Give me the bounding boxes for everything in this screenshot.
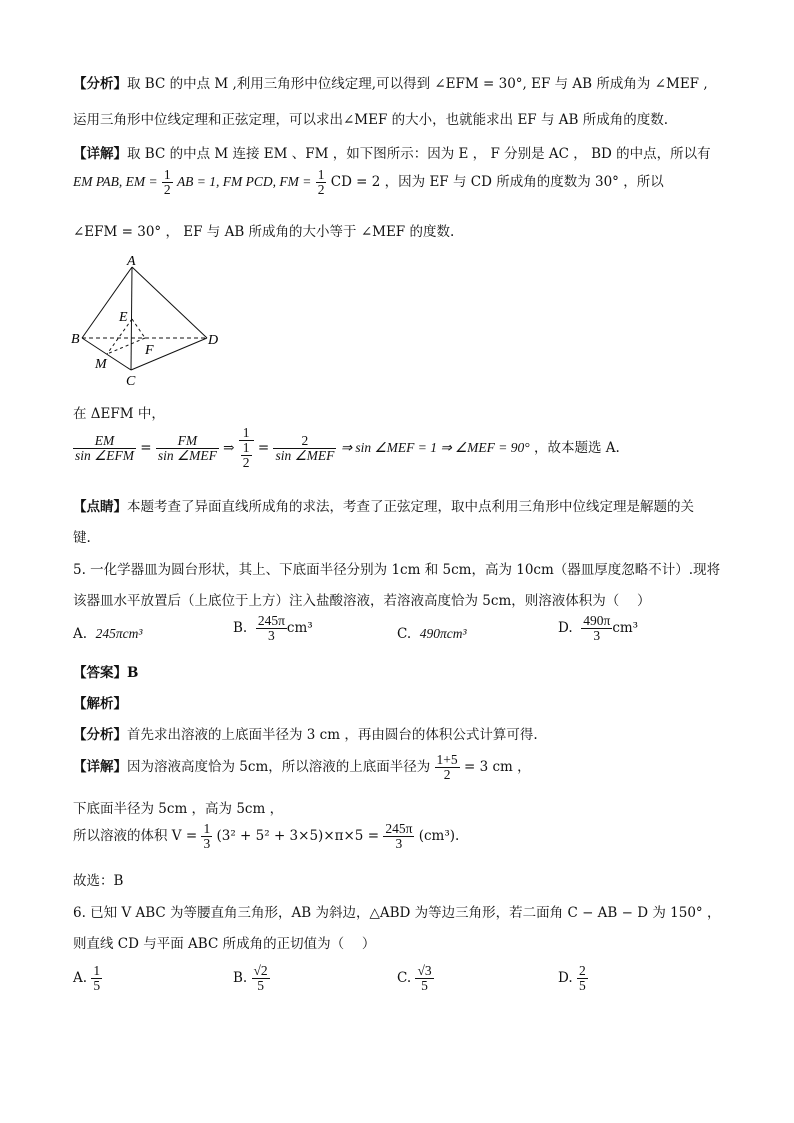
comment-line-2: 键. (73, 530, 91, 546)
q5-answer: 【答案】B (73, 665, 139, 681)
half-fraction-2: $\frac{1}{2}$ (317, 167, 325, 198)
frac-em: $\frac{EM}{\text{sin ∠EFM}}$ (75, 432, 134, 463)
segment-fm (107, 338, 145, 354)
q4-detail-line-1 (73, 142, 711, 162)
q5-option-b: B. $\frac{245\pi}{3}$ cm³ (233, 613, 313, 644)
q4-analysis-line-1 (73, 72, 708, 92)
half-fraction: $\frac{1}{2}$ (163, 167, 171, 198)
edge-cd (131, 338, 207, 370)
q6-option-d: D. $\frac{2}{5}$ (558, 963, 586, 994)
triangle-intro: 在 ΔEFM 中， (73, 406, 165, 422)
tetrahedron-figure (70, 255, 230, 390)
q5-stem-line-1: 5. 一化学器皿为圆台形状，其上、下底面半径分别为 1cm 和 5cm，高为 10cm（器皿厚度忽略不计）.现将 (73, 562, 721, 578)
frac-fm: $\frac{FM}{\text{sin ∠MEF}}$ (157, 432, 217, 463)
q4-analysis-line-2: 运用三角形中位线定理和正弦定理，可以求出∠MEF 的大小，也就能求出 EF 与 AB 所成角的度数. (73, 112, 668, 128)
avg-radius-fraction: $\frac{1+5}{2}$ (436, 752, 458, 783)
q5-stem-line-2: 该器皿水平放置后（上底位于上方）注入盐酸溶液，若溶液高度恰为 5cm，则溶液体积为（ ） (73, 593, 651, 609)
q6-option-a: A. $\frac{1}{5}$ (73, 963, 101, 994)
detail-l2-b: AB = 1, FM PCD, FM = (176, 174, 312, 190)
segment-ef (132, 319, 145, 338)
frac-one-over-half: $\frac{1}{\frac{1}{2}}$ (239, 426, 254, 471)
conclusion: ，故本题选 A. (533, 439, 620, 456)
q5-choice: 故选：B (73, 873, 124, 889)
label-b: B (71, 332, 80, 347)
edge-ac (131, 267, 132, 370)
q5-jiexi: 【解析】 (73, 696, 127, 712)
q6-option-b: B. $\frac{√2}{5}$ (233, 963, 268, 994)
sine-result: ⇒ sin ∠MEF = 1 ⇒ ∠MEF = 90° (340, 439, 530, 455)
law-of-sines-line: $\frac{EM}{\text{sin ∠EFM}}$ = $\frac{FM}{\text{sin ∠MEF}}$ ⇒ $\frac{1}{\frac{1}{2}}$ = $\frac{2}{\text{sin ∠MEF}}$ ⇒ sin ∠MEF = 1 ⇒ ∠MEF = 90° ，故本题选 A. (75, 425, 620, 471)
detail-l2-a: EM PAB, EM = (73, 174, 158, 190)
analysis-text: 取 BC 的中点 M ,利用三角形中位线定理,可以得到 ∠EFM = 30°, EF 与 AB 所成角为 ∠MEF , (127, 76, 708, 92)
third-fraction: $\frac{1}{3}$ (203, 821, 211, 852)
q5-option-a: A. 245πcm³ (73, 626, 143, 642)
detail-l2-c: CD = 2 ，因为 EF 与 CD 所成角的度数为 30° ，所以 (330, 174, 664, 191)
q6-option-c: C. $\frac{√3}{5}$ (397, 963, 432, 994)
q6-stem-line-2: 则直线 CD 与平面 ABC 所成角的正切值为（ ） (73, 936, 376, 952)
q5-analysis: 【分析】首先求出溶液的上底面半径为 3 cm ，再由圆台的体积公式计算可得. (73, 727, 538, 743)
comment-tag: 【点睛】 (73, 499, 127, 515)
comment-line-1: 【点睛】本题考查了异面直线所成角的求法，考查了正弦定理，取中点利用三角形中位线定理是解题的关 (73, 499, 694, 515)
label-d: D (208, 333, 219, 348)
edge-ad (132, 267, 207, 338)
q5-detail-line-2: 下底面半径为 5cm ，高为 5cm ， (73, 801, 284, 817)
label-m: M (95, 357, 107, 372)
detail-tag: 【详解】 (73, 146, 127, 162)
q4-detail-line-2 (73, 168, 664, 197)
detail-text: 取 BC 的中点 M 连接 EM 、FM ，如下图所示：因为 E ， F 分别是 AC ， BD 的中点，所以有 (127, 146, 711, 162)
result-fraction: $\frac{245\pi}{3}$ (385, 821, 413, 852)
label-c: C (126, 374, 136, 389)
label-f: F (145, 343, 154, 358)
frac-two: $\frac{2}{\text{sin ∠MEF}}$ (275, 432, 335, 463)
q4-detail-line-3: ∠EFM = 30° ， EF 与 AB 所成角的大小等于 ∠MEF 的度数. (73, 224, 455, 240)
label-e: E (119, 310, 128, 325)
label-a: A (127, 255, 136, 269)
q6-stem-line-1: 6. 已知 V ABC 为等腰直角三角形，AB 为斜边，△ABD 为等边三角形，若二面角 C − AB − D 为 150° ， (73, 905, 721, 921)
analysis-tag: 【分析】 (73, 76, 127, 92)
edge-ab (82, 267, 132, 338)
q5-option-c: C. 490πcm³ (397, 626, 467, 642)
q5-option-d: D. $\frac{490\pi}{3}$ cm³ (558, 613, 639, 644)
q5-detail-line-1: 【详解】因为溶液高度恰为 5cm，所以溶液的上底面半径为 $\frac{1+5}{2}$ = 3 cm ， (73, 752, 531, 783)
q5-volume-line: 所以溶液的体积 V = $\frac{1}{3}$ (3² + 5² + 3×5)×π×5 = $\frac{245\pi}{3}$ (cm³). (73, 821, 460, 852)
